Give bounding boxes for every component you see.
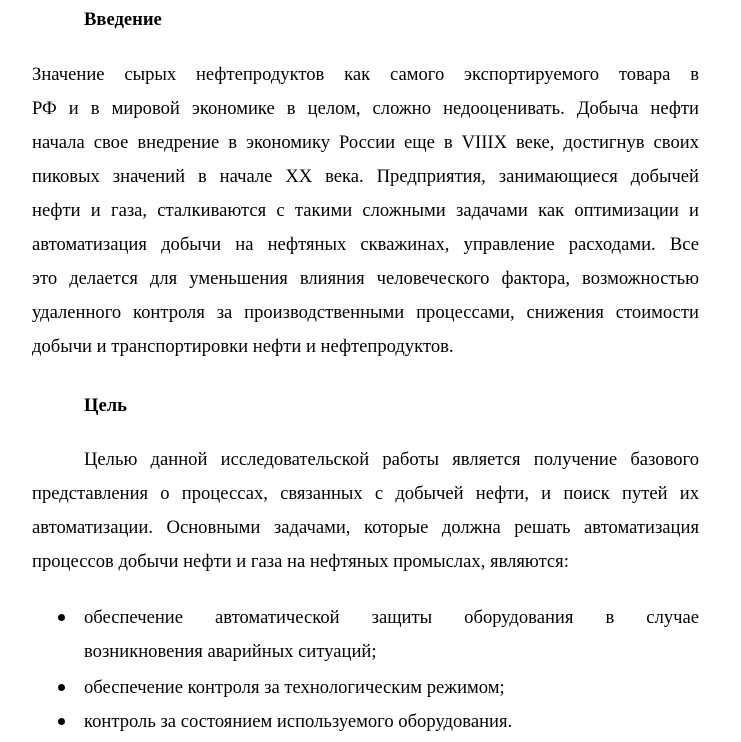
heading-introduction: Введение xyxy=(84,9,162,30)
list-item xyxy=(84,601,699,669)
intro-line-2: РФ и в мировой экономике в целом, сложно недооценивать. Добыча нефти xyxy=(32,98,699,119)
intro-line-1 xyxy=(32,58,699,92)
goal-line-4: процессов добычи нефти и газа на нефтяных промыслах, являются: xyxy=(32,551,569,572)
intro-line-3: начала свое внедрение в экономику России еще в VIIIX веке, достигнув своих xyxy=(32,132,699,153)
bullet-icon xyxy=(58,684,65,691)
paragraph-introduction xyxy=(32,58,699,364)
list-item-line: возникновения аварийных ситуаций; xyxy=(84,641,377,662)
intro-line-1-text: Значение сырых нефтепродуктов как самого экспортируемого товара в xyxy=(32,64,699,85)
bullet-icon xyxy=(58,614,65,621)
list-item-line: обеспечение автоматической защиты оборудования в случае xyxy=(84,607,699,628)
goal-line-3: автоматизации. Основными задачами, которые должна решать автоматизация xyxy=(32,517,699,538)
list-item xyxy=(84,705,699,739)
heading-goal: Цель xyxy=(84,395,127,416)
goal-line-1: Целью данной исследовательской работы является получение базового xyxy=(84,449,699,470)
list-item-line: контроль за состоянием используемого оборудования. xyxy=(84,711,513,732)
intro-line-8: удаленного контроля за производственными процессами, снижения стоимости xyxy=(32,302,699,323)
intro-line-9: добычи и транспортировки нефти и нефтепродуктов. xyxy=(32,336,454,357)
intro-line-4: пиковых значений в начале XX века. Предприятия, занимающиеся добычей xyxy=(32,166,699,187)
paragraph-goal xyxy=(32,443,699,579)
goal-line-2: представления о процессах, связанных с добычей нефти, и поиск путей их xyxy=(32,483,699,504)
intro-line-6: автоматизация добычи на нефтяных скважинах, управление расходами. Все xyxy=(32,234,699,255)
list-item-line: обеспечение контроля за технологическим режимом; xyxy=(84,677,505,698)
intro-line-7: это делается для уменьшения влияния человеческого фактора, возможностью xyxy=(32,268,699,289)
list-item xyxy=(84,671,699,705)
bullet-icon xyxy=(58,718,65,725)
intro-line-5: нефти и газа, сталкиваются с такими сложными задачами как оптимизации и xyxy=(32,200,699,221)
